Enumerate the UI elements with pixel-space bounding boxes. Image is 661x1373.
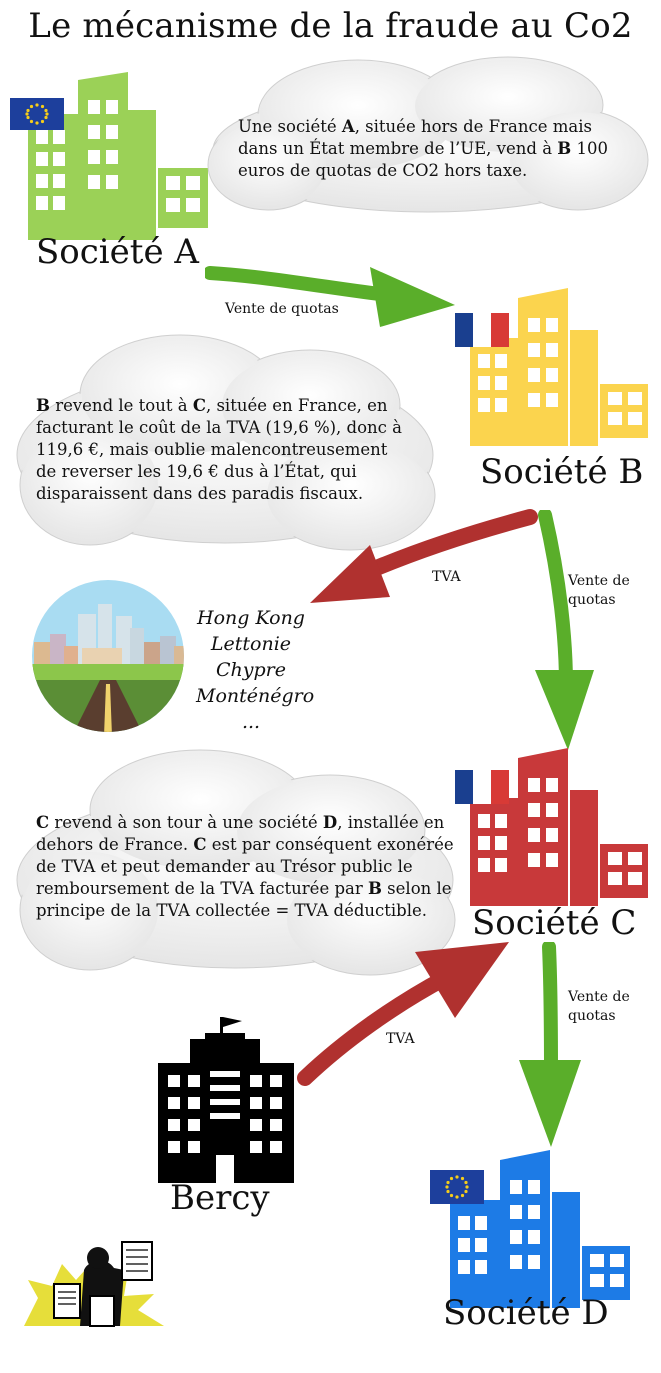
tax-haven-list (196, 605, 315, 735)
newspaper-seller-icon (24, 1240, 169, 1330)
arrow-b-to-c-label: Vente de quotas (568, 573, 630, 608)
company-a-label: Société A (36, 232, 199, 272)
arrow-bercy-to-c (295, 930, 515, 1090)
bercy-building-icon (150, 1015, 300, 1185)
tax-haven-item: Monténégro (196, 685, 315, 707)
eu-flag-icon (10, 98, 64, 130)
france-flag-icon (455, 770, 509, 804)
cloud-b-text: B revend le tout à C, située en France, en facturant le coût de la TVA (19,6 %), donc à 119,6 €, mais oublie malencontreusement de reverser les 19,6 € dus à l’État, qui disparaissent dans des paradis fiscaux. (36, 396, 402, 503)
cloud-c-text: C revend à son tour à une société D, installée en dehors de France. C est par conséquent exonérée de TVA et peut demander au Trésor public le remboursement de la TVA facturée par B selon le principe de la TVA collectée = TVA déductible. (36, 813, 454, 920)
arrow-a-to-b (205, 255, 465, 335)
tax-haven-item: Hong Kong (197, 607, 305, 629)
page-title: Le mécanisme de la fraude au Co2 (28, 6, 633, 46)
arrow-c-to-d-label: Vente de quotas (568, 989, 630, 1024)
arrow-b-to-haven (300, 505, 540, 615)
tax-haven-item: Chypre (216, 659, 286, 681)
arrow-a-to-b-label: Vente de quotas (225, 301, 339, 317)
arrow-b-to-haven-label: TVA (432, 569, 461, 585)
building-a-icon (8, 70, 213, 240)
company-b-label: Société B (480, 452, 644, 492)
arrow-c-to-d (515, 942, 585, 1152)
tax-haven-item: Lettonie (210, 633, 292, 655)
cloud-a-text: Une société A, située hors de France mais dans un État membre de l’UE, vend à B 100 euros de quotas de CO2 hors taxe. (238, 117, 608, 180)
arrow-bercy-to-c-label: TVA (386, 1031, 415, 1047)
eu-flag-icon (430, 1170, 484, 1204)
company-c-label: Société C (472, 903, 637, 943)
tax-haven-item: ... (241, 711, 261, 733)
arrow-b-to-c (530, 510, 600, 755)
tax-haven-city-icon (20, 576, 196, 736)
bercy-label: Bercy (170, 1178, 270, 1218)
company-d-label: Société D (443, 1293, 609, 1333)
building-b-icon (452, 288, 652, 448)
france-flag-icon (455, 313, 509, 347)
